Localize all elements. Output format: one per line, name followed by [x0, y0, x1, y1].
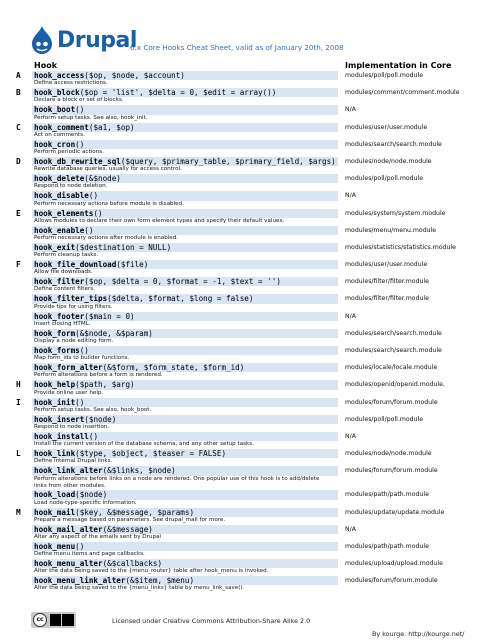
hook-args: ($a1, $op) [88, 122, 135, 132]
hook-implementation: modules/forum/forum.module [345, 398, 438, 406]
hook-args: ($destination = NULL) [75, 242, 172, 252]
index-letter: H [16, 380, 21, 390]
hook-description: Act on comments. [34, 131, 85, 138]
index-letter: C [16, 122, 21, 132]
hook-signature [32, 490, 338, 499]
hook-description: Perform necessary actions after module is enabled. [34, 234, 179, 241]
hook-signature [32, 140, 338, 149]
hook-name: hook_menu_alter [34, 559, 103, 569]
hook-name: hook_insert [34, 414, 85, 424]
hook-signature [32, 123, 338, 132]
hook-entry [0, 277, 495, 294]
hook-description: Provide tips for using filters. [34, 303, 113, 310]
hook-args: () [75, 541, 85, 551]
hook-description: Map form_ids to builder functions. [34, 355, 130, 362]
hook-name: hook_comment [34, 122, 89, 132]
hook-description: Define content filters. [34, 286, 95, 293]
hook-args: (&$node, &$param) [75, 328, 153, 338]
hook-entry [0, 209, 495, 226]
column-header-hook: Hook [34, 61, 58, 70]
hook-entry [0, 191, 495, 208]
drupal-drop-icon [30, 26, 54, 54]
hook-signature [32, 209, 338, 218]
hook-args: () [75, 105, 85, 115]
hook-description: Allows modules to declare their own form element types and specify their default values. [34, 217, 285, 224]
hook-args: ($query, $primary_table, $primary_field, $args) [120, 156, 336, 166]
hook-args: (&$form, $form_state, $form_id) [102, 363, 245, 373]
hook-args: () [88, 191, 99, 201]
hook-args: () [75, 397, 85, 407]
hook-signature [32, 312, 338, 321]
hook-name: hook_db_rewrite_sql [34, 156, 121, 166]
hook-args: ($op, $node, $account) [84, 71, 185, 80]
hook-implementation: modules/openid/openid.module, [345, 381, 445, 389]
hook-name: hook_access [34, 71, 85, 80]
creative-commons-badge [31, 612, 76, 628]
hook-entry [0, 346, 495, 363]
hook-entry [0, 226, 495, 243]
hook-implementation: modules/comment/comment.module [345, 89, 460, 97]
index-letter: A [16, 71, 21, 80]
hook-signature [32, 525, 338, 534]
hook-name: hook_link_alter [34, 466, 103, 476]
hook-name: hook_filter_tips [34, 294, 108, 304]
hook-implementation: N/A [345, 192, 356, 200]
index-letter: B [16, 88, 21, 98]
hook-implementation: N/A [345, 432, 356, 440]
hook-signature [32, 157, 338, 166]
hook-entry [0, 380, 495, 397]
hook-description: Alter the data being saved to the {menu_links} table by menu_link_save(). [34, 585, 245, 592]
hook-signature [32, 243, 338, 252]
hook-entry [0, 525, 495, 542]
hook-name: hook_form [34, 328, 76, 338]
hook-description: Perform setup tasks. See also, hook_init. [34, 114, 148, 121]
hook-description: Allow file downloads. [34, 269, 93, 276]
hook-description: Perform periodic actions. [34, 148, 104, 155]
hook-entry [0, 490, 495, 507]
hook-signature [32, 508, 338, 517]
hook-description: Insert closing HTML. [34, 320, 91, 327]
hook-signature [32, 226, 338, 235]
hook-entry [0, 432, 495, 449]
hook-entry [0, 449, 495, 466]
hook-args: ($delta, $format, $long = false) [107, 294, 254, 304]
hook-args: (&$node) [84, 174, 121, 184]
hook-description: Perform alterations before a form is rendered. [34, 372, 163, 379]
hook-name: hook_delete [34, 174, 85, 184]
hook-description: Display a node editing form. [34, 338, 114, 344]
hook-implementation: modules/filter/filter.module [345, 278, 429, 286]
hook-signature [32, 105, 338, 114]
hook-implementation: modules/path/path.module [345, 491, 429, 499]
hook-name: hook_filter [34, 277, 85, 287]
hook-description: Perform necessary actions before module is disabled. [34, 200, 184, 207]
hook-description: Alter any aspect of the emails sent by Drupal [34, 533, 161, 540]
hook-name: hook_enable [34, 225, 85, 235]
hook-signature [32, 174, 338, 183]
hook-name: hook_file_download [34, 260, 117, 270]
hook-args: () [75, 139, 85, 149]
license-text: Licensed under Creative Commons Attribution-Share Alike 2.0 [112, 617, 311, 625]
hook-args: ($type, $object, $teaser = FALSE) [75, 449, 227, 459]
hook-entry [0, 466, 495, 490]
hook-args: ($op = 'list', $delta = 0, $edit = array()) [79, 88, 277, 98]
hook-entry [0, 415, 495, 432]
hook-description: Define access restrictions. [34, 80, 108, 87]
hook-entry [0, 542, 495, 559]
hook-signature [32, 88, 338, 97]
hook-description: Perform setup tasks. See also, hook_boot. [34, 406, 152, 413]
hook-implementation: modules/user/user.module [345, 123, 428, 131]
hook-implementation: modules/system/system.module [345, 209, 446, 217]
hook-name: hook_elements [34, 208, 94, 218]
cc-sa-icon [62, 614, 74, 626]
hook-name: hook_boot [34, 105, 76, 115]
hook-entry [0, 312, 495, 329]
hook-implementation: modules/statistics/statistics.module [345, 243, 456, 251]
hook-name: hook_footer [34, 311, 85, 321]
index-letter: F [16, 260, 21, 270]
hook-name: hook_install [34, 431, 89, 441]
hook-implementation: modules/search/search.module [345, 140, 442, 148]
hook-description: Provide online user help. [34, 389, 104, 396]
hook-args: () [88, 431, 99, 441]
page-subtitle: 6.x Core Hooks Cheat Sheet, valid as of January 20th, 2008 [130, 43, 344, 52]
hook-args: ($main = 0) [84, 311, 135, 321]
hook-implementation: modules/user/user.module [345, 261, 428, 269]
hook-name: hook_exit [34, 242, 76, 252]
hook-description: Declare a block or set of blocks. [34, 97, 124, 104]
hook-signature [32, 542, 338, 551]
hook-description: Rewrite database queries, usually for access control. [34, 166, 182, 173]
hook-args: () [79, 346, 89, 355]
hook-description: Respond to node insertion. [34, 423, 110, 430]
index-letter: D [16, 156, 21, 166]
hook-signature [32, 71, 338, 80]
hook-args: ($node) [75, 490, 108, 500]
hook-args: ($node) [84, 414, 117, 424]
hook-implementation: modules/filter/filter.module [345, 295, 429, 303]
hook-implementation: N/A [345, 312, 356, 320]
cc-icon: cc [33, 613, 47, 627]
hook-signature [32, 432, 338, 441]
hook-name: hook_forms [34, 346, 80, 355]
hook-implementation: modules/forum/forum.module [345, 467, 438, 475]
hook-entry [0, 398, 495, 415]
hook-signature [32, 277, 338, 286]
hook-implementation: modules/forum/forum.module [345, 577, 438, 585]
hook-name: hook_block [34, 88, 80, 98]
hook-signature [32, 346, 338, 355]
hook-signature [32, 260, 338, 269]
hook-implementation: modules/update/update.module [345, 508, 445, 516]
hook-args: (&$item, $menu) [125, 576, 195, 586]
index-letter: I [16, 397, 21, 407]
hook-description: Respond to node deletion. [34, 183, 108, 190]
hook-entry [0, 559, 495, 576]
hook-entry [0, 363, 495, 380]
hook-entry [0, 140, 495, 157]
header [0, 0, 495, 58]
index-letter: L [16, 449, 21, 459]
hook-signature [32, 398, 338, 407]
hook-entry [0, 329, 495, 346]
hook-entry [0, 174, 495, 191]
index-letter: E [16, 208, 21, 218]
hook-entry [0, 88, 495, 105]
hook-name: hook_help [34, 380, 76, 390]
hook-name: hook_init [34, 397, 76, 407]
hook-signature [32, 466, 338, 475]
hook-implementation: modules/upload/upload.module [345, 560, 443, 568]
hook-entry [0, 260, 495, 277]
hook-entry [0, 243, 495, 260]
hook-args: ($op, $delta = 0, $format = -1, $text = '') [84, 277, 281, 287]
hook-name: hook_mail [34, 507, 76, 517]
hook-signature [32, 329, 338, 338]
hook-name: hook_menu_link_alter [34, 576, 126, 586]
hook-implementation: N/A [345, 525, 356, 533]
hook-args: (&$callbacks) [102, 559, 163, 569]
hook-description: Load node-type-specific information. [34, 499, 137, 506]
hook-name: hook_load [34, 490, 76, 500]
hook-description: Prepare a message based on parameters. See drupal_mail for more. [34, 516, 226, 523]
hook-implementation: modules/poll/poll.module [345, 72, 424, 79]
hook-implementation: modules/path/path.module [345, 542, 429, 550]
hook-entry [0, 157, 495, 174]
hook-description: Define internal Drupal links. [34, 458, 113, 465]
hook-name: hook_cron [34, 139, 76, 149]
hook-implementation: N/A [345, 106, 356, 114]
hook-signature [32, 449, 338, 458]
hook-description: Perform cleanup tasks. [34, 252, 99, 259]
hook-name: hook_disable [34, 191, 89, 201]
hook-list [0, 71, 495, 593]
hook-signature [32, 294, 338, 303]
hook-description: Install the current version of the database schema, and any other setup tasks. [34, 441, 254, 448]
hook-args: () [93, 208, 103, 218]
hook-args: () [84, 225, 94, 235]
hook-entry [0, 105, 495, 122]
hook-name: hook_mail_alter [34, 524, 103, 534]
hook-entry [0, 123, 495, 140]
author-credit: By kourge. http://kourge.net/ [372, 630, 465, 638]
hook-description: Perform alterations before links on a node are rendered. One popular use of this hook is to add/delete links from other modules. [34, 475, 320, 489]
hook-entry [0, 294, 495, 311]
hook-description: Define menu items and page callbacks. [34, 551, 145, 558]
hook-implementation: modules/poll/poll.module [345, 175, 424, 183]
hook-description: Alter the data being saved to the {menu_router} table after hook_menu is invoked. [34, 568, 269, 575]
hook-signature [32, 576, 338, 585]
hook-signature [32, 380, 338, 389]
index-letter: M [16, 507, 21, 517]
hook-implementation: modules/menu/menu.module [345, 226, 437, 234]
column-header-implementation: Implementation in Core [345, 61, 452, 70]
hook-name: hook_form_alter [34, 363, 103, 373]
drupal-logo-text: Drupal [57, 28, 137, 53]
hook-signature [32, 559, 338, 568]
hook-entry [0, 576, 495, 593]
hook-entry [0, 508, 495, 525]
hook-signature [32, 363, 338, 372]
hook-name: hook_menu [34, 541, 76, 551]
hook-implementation: modules/search/search.module [345, 347, 442, 354]
hook-args: ($key, &$message, $params) [75, 507, 195, 517]
hook-signature [32, 191, 338, 200]
hook-args: ($path, $arg) [75, 380, 135, 390]
hook-args: (&$links, $node) [102, 466, 176, 476]
hook-implementation: modules/node/node.module [345, 157, 432, 165]
hook-implementation: modules/locale/locale.module [345, 364, 438, 372]
cc-by-icon [50, 614, 61, 626]
hook-signature [32, 415, 338, 424]
hook-implementation: modules/search/search.module [345, 329, 442, 337]
hook-args: (&$message) [102, 524, 153, 534]
hook-implementation: modules/node/node.module [345, 450, 432, 458]
hook-entry [0, 71, 495, 88]
hook-args: ($file) [116, 260, 149, 270]
hook-name: hook_link [34, 449, 76, 459]
hook-implementation: modules/poll/poll.module [345, 415, 424, 423]
